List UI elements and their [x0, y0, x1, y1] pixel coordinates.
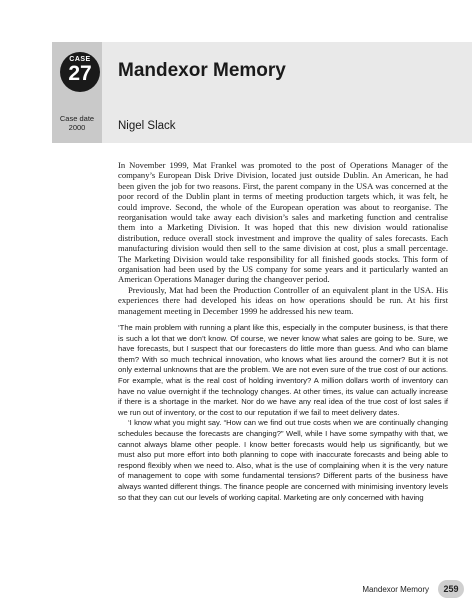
case-date-value: 2000 — [68, 123, 86, 132]
author-name: Nigel Slack — [118, 120, 176, 132]
body-text — [118, 160, 448, 316]
page-number-badge: 259 — [438, 580, 464, 598]
body-paragraph-1: In November 1999, Mat Frankel was promoted to the post of Operations Manager of the company’s European Disk Drive Division, located just outside Dublin. An American, he had been given the job for two reasons. First, the parent company in the USA was concerned at the poor record of the Dublin plant in terms of meeting production targets which, it was felt, he could improve. Second, the whole of the European operation was about to reorganise. The reorganisation would take away each division’s sales and marketing function and centralise them into a Marketing Division. It was hoped that this new division would rationalise distribution, reduce overall stock investment and improve the quality of sales forecasts. Each manufacturing division would then sell to the same division at cost, plus a small percentage. The Marketing Division would take responsibility for all finished goods stocks. This form of organisation had been used by the US company for some years and it particularly wanted an American Operations Manager during the changeover period. — [118, 160, 448, 285]
case-number-badge — [60, 52, 100, 92]
case-title: Mandexor Memory — [118, 60, 286, 81]
body-paragraph-2: Previously, Mat had been the Production Controller of an equivalent plant in the USA. His experiences there had developed his ideas on how operations should be run. At his first management meeting in December 1999 he addressed his new team. — [118, 284, 448, 316]
quote-paragraph-2: ‘I know what you might say. “How can we find out true costs when we are continually changing schedules because the forecasts are changing?” Well, while I have some sympathy with that, we cannot always blame other people. I know better forecasts would help us significantly, but we must also put more effort into both planning to cope with inaccurate forecasts and being able to respond flexibly when we need to. Also, what is the use of complaining when it is the very nature of management to cope with some fundamental tensions? Different parts of the business have always wanted different things. The finance people are concerned with minimising inventory levels so that they can cut our levels of working capital. Marketing are only concerned with having — [118, 418, 448, 502]
case-number: 27 — [68, 62, 92, 85]
case-date-label: Case date — [59, 114, 95, 123]
running-title: Mandexor Memory — [362, 585, 429, 594]
case-word-label: CASE — [69, 56, 91, 63]
quote-paragraph-1: ‘The main problem with running a plant like this, especially in the computer business, is that there is such a lot that we don’t know. Of course, we never know what sales are going to be. Sure, we have forecasts, but I suspect that our forecasters do little more than guess. And who can blame them? With so much technical innovation, who knows what lies around the corner? But it is not only external unknowns that are the problem. We are not even sure of the true cost of our actions. For example, what is the real cost of holding inventory? A million dollars worth of inventory can have no value overnight if the technology changes. At other times, its value can actually increase if there is a shortage in the market. Nor do we have any real idea of the true cost of lost sales if we run out of inventory, or the cost to our reputation if we fail to meet delivery dates. — [118, 323, 448, 417]
case-date — [52, 114, 102, 132]
case-header-band — [52, 42, 472, 143]
page-footer — [0, 580, 474, 600]
quote-text — [118, 323, 448, 503]
